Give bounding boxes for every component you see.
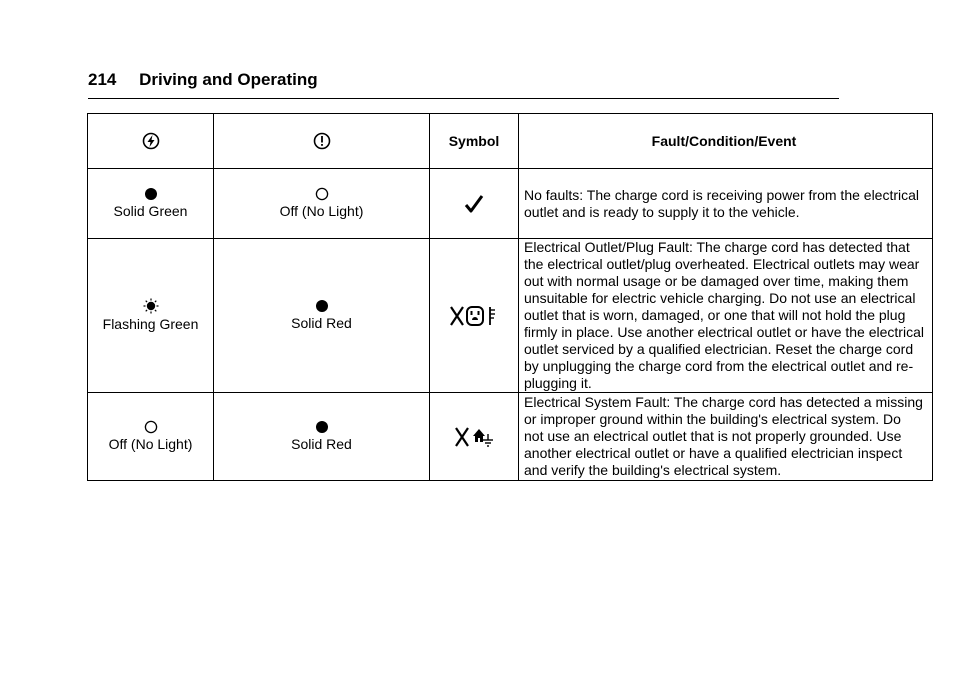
table-row bbox=[88, 393, 933, 481]
header-rule bbox=[88, 98, 839, 99]
table-header-row bbox=[88, 114, 933, 169]
flashing-lamp-icon bbox=[143, 298, 159, 314]
building-ground-fault-icon bbox=[454, 426, 494, 448]
row1-charge-status bbox=[88, 169, 214, 239]
status-table bbox=[87, 113, 933, 481]
solid-lamp-icon bbox=[315, 420, 329, 434]
header-symbol: Symbol bbox=[430, 114, 519, 169]
row2-fault-label: Solid Red bbox=[291, 315, 352, 331]
row3-description: Electrical System Fault: The charge cord has detected a missing or improper ground within the building's electrical system. Do not use an electrical outlet that is not properly grounded. Use another electrical outlet or have a qualified electrician inspect and verify the building's electrical system. bbox=[519, 393, 933, 481]
row2-description: Electrical Outlet/Plug Fault: The charge cord has detected that the electrical outlet/plug overheated. Electrical outlets may wear out with normal usage or be damaged over time, making them unsuitable for electric vehicle charging. Do not use an electrical outlet that is worn, damaged, or one that will not hold the plug firmly in place. Use another electrical outlet or have the electrical outlet serviced by a qualified electrician. Reset the charge cord by unplugging the charge cord from the electrical outlet and re-plugging it. bbox=[519, 239, 933, 393]
row1-charge-label: Solid Green bbox=[113, 203, 188, 219]
row1-symbol bbox=[430, 169, 519, 239]
row2-symbol bbox=[430, 239, 519, 393]
row3-fault-label: Solid Red bbox=[291, 436, 352, 452]
row3-charge-label: Off (No Light) bbox=[108, 436, 193, 452]
row2-charge-label: Flashing Green bbox=[102, 316, 199, 332]
row2-fault-status bbox=[214, 239, 430, 393]
page-header bbox=[88, 70, 318, 90]
row3-fault-status bbox=[214, 393, 430, 481]
solid-lamp-icon bbox=[315, 299, 329, 313]
row3-charge-status bbox=[88, 393, 214, 481]
solid-lamp-icon bbox=[144, 187, 158, 201]
row1-fault-status bbox=[214, 169, 430, 239]
warning-exclamation-icon bbox=[313, 132, 331, 150]
table-row bbox=[88, 239, 933, 393]
charging-plug-icon bbox=[142, 132, 160, 150]
off-lamp-icon bbox=[315, 187, 329, 201]
row3-symbol bbox=[430, 393, 519, 481]
off-lamp-icon bbox=[144, 420, 158, 434]
header-charge-status bbox=[88, 114, 214, 169]
checkmark-icon bbox=[464, 194, 484, 214]
outlet-plug-fault-icon bbox=[449, 305, 499, 327]
header-fault-status bbox=[214, 114, 430, 169]
row1-fault-label: Off (No Light) bbox=[279, 203, 364, 219]
header-fault-condition-event: Fault/Condition/Event bbox=[519, 114, 933, 169]
table-row bbox=[88, 169, 933, 239]
row1-description: No faults: The charge cord is receiving power from the electrical outlet and is ready to supply it to the vehicle. bbox=[519, 169, 933, 239]
section-title: Driving and Operating bbox=[139, 70, 318, 89]
row2-charge-status bbox=[88, 239, 214, 393]
page-number: 214 bbox=[88, 70, 117, 89]
